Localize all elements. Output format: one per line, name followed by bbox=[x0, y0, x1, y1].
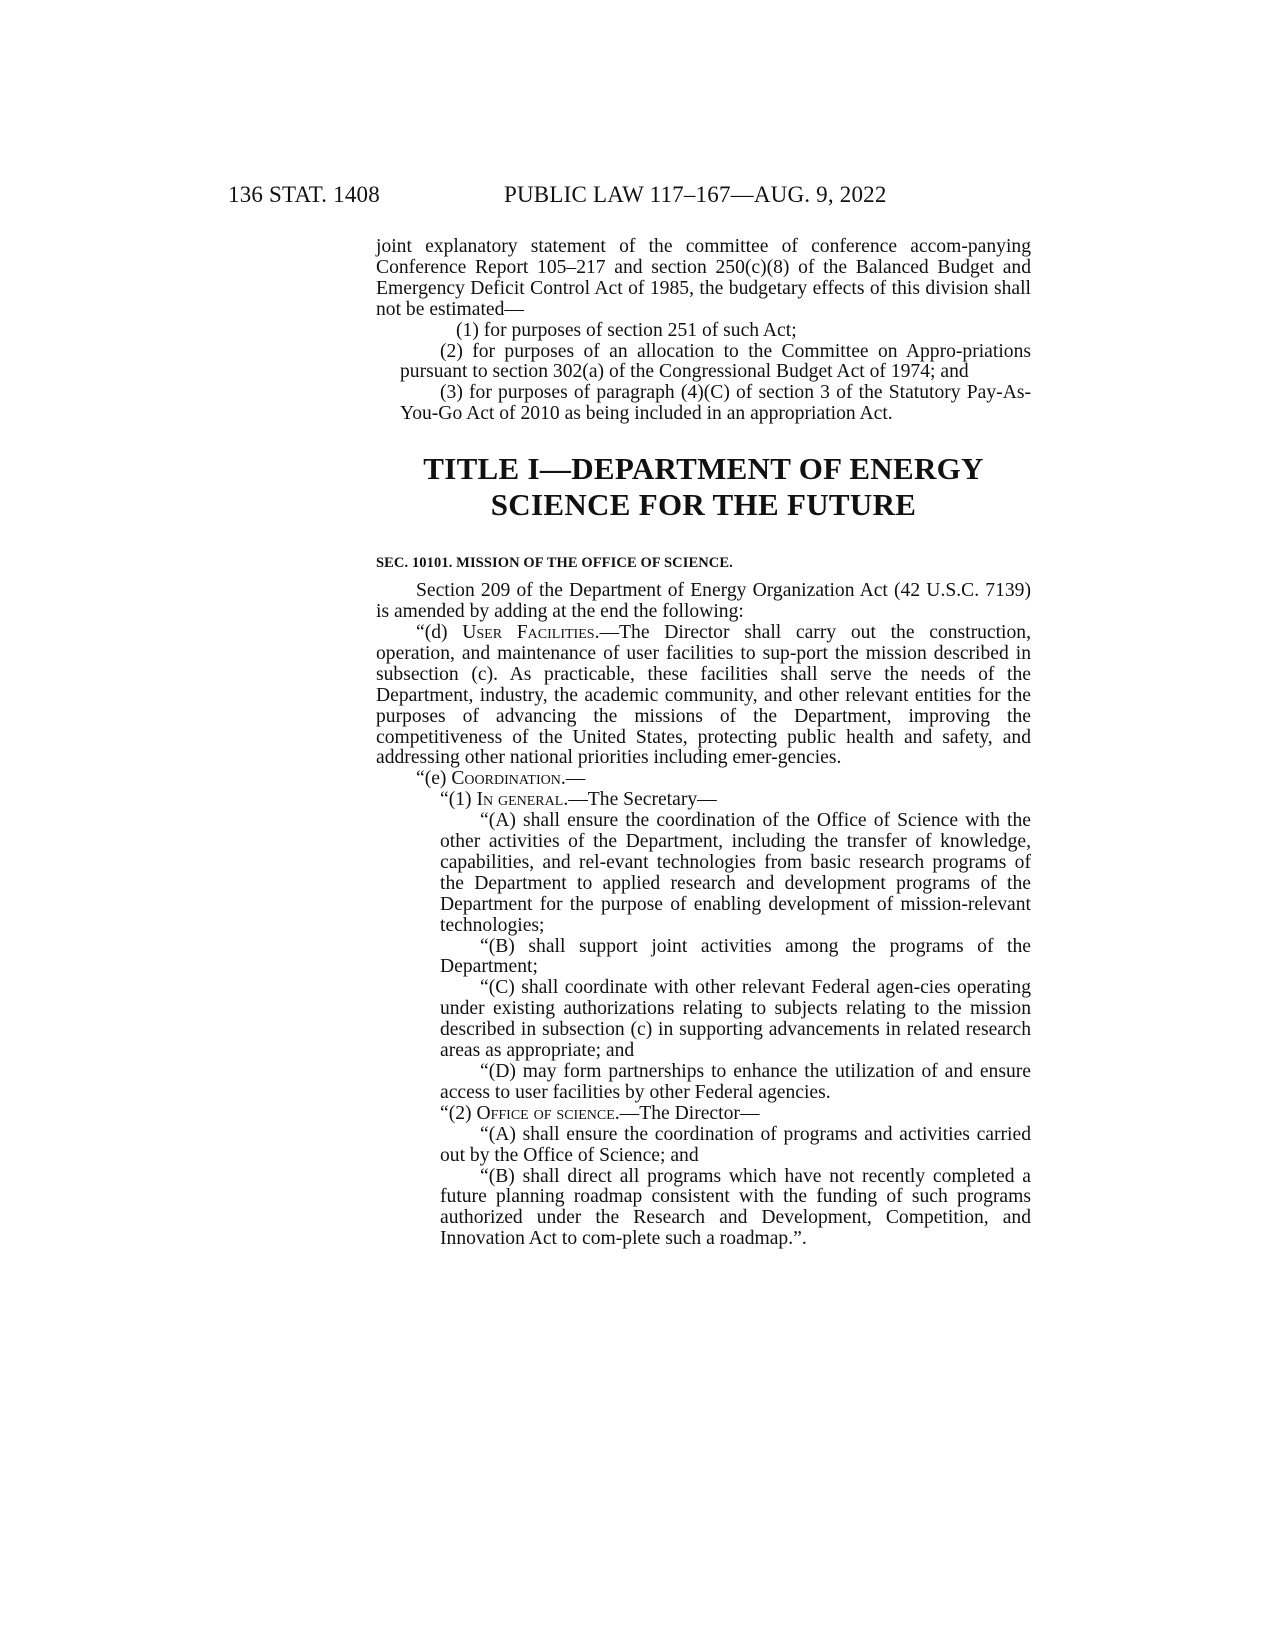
clause-e1-A: “(A) shall ensure the coordination of the Office of Science with the other activities of the Department, including the transfer of knowledge, capabilities, and rel-evant technologies from basic research programs of the Department to applied research and development programs of the Department for the purpose of enabling development of mission-relevant technologies; bbox=[440, 810, 1031, 936]
title-line-2: SCIENCE FOR THE FUTURE bbox=[490, 487, 917, 523]
intro-item-1: (1) for purposes of section 251 of such Act; bbox=[456, 319, 797, 341]
paragraph-e1: “(1) In general.—The Secretary— bbox=[440, 789, 717, 811]
intro-item-2: (2) for purposes of an allocation to the Committee on Appro-priations pursuant to section 302(a) of the Congressional Budget Act of 1974; and bbox=[400, 340, 1031, 383]
subsection-d: “(d) User Facilities.—The Director shall carry out the construction, operation, and maintenance of user facilities to sup-port the mission described in subsection (c). As practicable, these facilities shall serve the needs of the Department, industry, the academic community, and other relevant entities for the purposes of advancing the missions of the Department, improving the competitiveness of the United States, protecting public health and safety, and addressing other national priorities including emer-gencies. bbox=[376, 621, 1031, 769]
public-law-reference: PUBLIC LAW 117–167—AUG. 9, 2022 bbox=[504, 182, 887, 207]
subsection-d-label: User Facilities bbox=[462, 621, 595, 643]
document-body bbox=[376, 237, 1031, 1250]
section-heading: SEC. 10101. MISSION OF THE OFFICE OF SCIENCE. bbox=[376, 555, 733, 572]
subsection-e: “(e) Coordination.— bbox=[416, 768, 586, 790]
paragraph-e2: “(2) Office of science.—The Director— bbox=[440, 1102, 760, 1124]
clause-e2-B: “(B) shall direct all programs which have not recently completed a future planning roadmap consistent with the funding of such programs authorized under the Research and Development, Competition, and Innovation Act to com-plete such a roadmap.”. bbox=[440, 1165, 1031, 1250]
paragraph-e2-label: Office of science bbox=[476, 1102, 615, 1124]
clause-e1-D: “(D) may form partnerships to enhance the utilization of and ensure access to user facilities by other Federal agencies. bbox=[440, 1061, 1031, 1103]
intro-paragraph: joint explanatory statement of the committee of conference accom-panying Conference Report 105–217 and section 250(c)(8) of the Balanced Budget and Emergency Deficit Control Act of 1985, the budgetary effects of this division shall not be estimated— bbox=[376, 236, 1031, 320]
clause-e1-C: “(C) shall coordinate with other relevant Federal agen-cies operating under existing authorizations relating to subjects relating to the mission described in subsection (c) in supporting advancements in related research areas as appropriate; and bbox=[440, 977, 1031, 1062]
title-line-1: TITLE I—DEPARTMENT OF ENERGY bbox=[423, 451, 984, 487]
paragraph-e1-label: In general bbox=[476, 789, 564, 811]
statute-page-reference: 136 STAT. 1408 bbox=[228, 182, 380, 207]
title-heading bbox=[376, 451, 1031, 523]
section-lead: Section 209 of the Department of Energy Organization Act (42 U.S.C. 7139) is amended by adding at the end the following: bbox=[376, 580, 1031, 623]
page-header bbox=[228, 182, 908, 214]
clause-e2-A: “(A) shall ensure the coordination of programs and activities carried out by the Office of Science; and bbox=[440, 1123, 1031, 1166]
clause-e1-B: “(B) shall support joint activities among the programs of the Department; bbox=[440, 935, 1031, 978]
intro-item-3: (3) for purposes of paragraph (4)(C) of section 3 of the Statutory Pay-As-You-Go Act of 2010 as being included in an appropriation Act. bbox=[400, 382, 1031, 425]
subsection-e-label: Coordination bbox=[451, 768, 561, 790]
